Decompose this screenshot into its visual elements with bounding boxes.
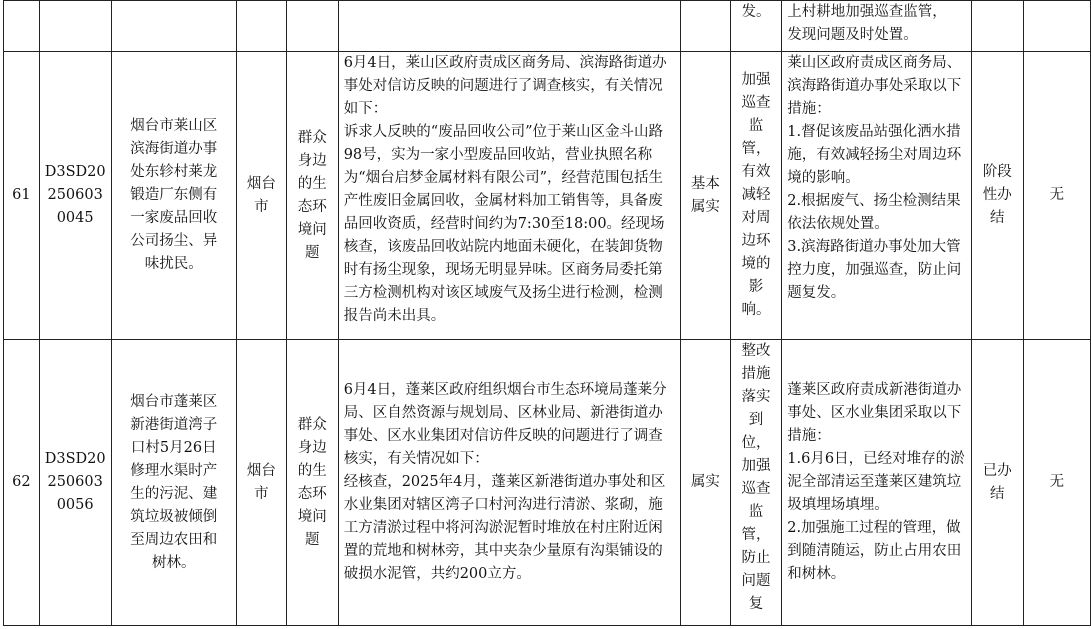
measures-summary-text: 发。 <box>741 4 771 20</box>
problem-type-cell <box>286 340 338 626</box>
city-text: 烟台 市 <box>246 462 276 502</box>
measures-cell <box>782 340 972 626</box>
status-cell <box>971 340 1023 626</box>
problem-text: 烟台市蓬莱区 新港街道湾子 口村5月26日 修理水渠时产 生的污泥、建 筑垃圾被倾倒 至周边农田和 树林。 <box>130 393 218 571</box>
status-cell <box>971 1 1023 52</box>
accountability-cell: 无 <box>1023 52 1090 340</box>
measures-text: 上村耕地加强巡查监管， 发现问题及时处置。 <box>787 4 947 43</box>
case-code-text: D3SD20 250603 0056 <box>44 451 106 513</box>
verdict-cell <box>680 1 730 52</box>
case-code-text: D3SD20 250603 0045 <box>44 164 106 226</box>
city-cell <box>236 1 286 52</box>
measures-summary-cell <box>730 52 782 340</box>
case-code-cell <box>39 1 111 52</box>
verdict-text: 基本 属实 <box>690 175 720 215</box>
case-code-cell <box>39 340 111 626</box>
verdict-cell <box>680 340 730 626</box>
table-row <box>4 340 1091 626</box>
findings-cell <box>338 340 680 626</box>
accountability-cell: 无 <box>1023 340 1090 626</box>
measures-cell <box>782 52 972 340</box>
row-number-cell: 61 <box>4 52 40 340</box>
problem-type-cell <box>286 1 338 52</box>
table-row <box>4 52 1091 340</box>
accountability-cell <box>1023 1 1090 52</box>
findings-text: 6月4日，莱山区政府责成区商务局、滨海路街道办事处对信访反映的问题进行了调查核实，有关情况如下： 诉求人反映的“废品回收公司”位于莱山区金斗山路98号，实为一家小型废品回收站，营业执照名称为“烟台启梦金属材料有限公司”，经营范围包括生产性废旧金属回收，金属材料加工销售等，具备废品回收资质，经营时间约为7:30至18:00。经现场核查，该废品回收站院内地面未硬化，在装卸货物时有扬尘现象，现场无明显异味。区商务局委托第三方检测机构对该区域废气及扬尘进行检测，检测报告尚未出具。 <box>343 55 667 324</box>
findings-cell <box>338 1 680 52</box>
problem-type-text: 群众 身边 的生 态环 境问 题 <box>297 416 327 548</box>
status-text: 已办 结 <box>982 462 1012 502</box>
city-cell <box>236 52 286 340</box>
city-cell <box>236 340 286 626</box>
problem-type-cell <box>286 52 338 340</box>
complaint-table <box>3 0 1091 626</box>
row-number-cell: 62 <box>4 340 40 626</box>
problem-cell <box>111 340 236 626</box>
status-text: 阶段 性办 结 <box>982 164 1012 226</box>
problem-text: 烟台市莱山区 滨海街道办事 处东轸村莱龙 锻造厂东侧有 一家废品回收 公司扬尘、异 味扰民。 <box>130 118 218 272</box>
case-code-cell <box>39 52 111 340</box>
measures-text: 蓬莱区政府责成新港街道办事处、区水业集团采取以下措施： 1.6月6日，已经对堆存的淤泥全部清运至蓬莱区建筑垃圾填埋场填埋。 2.加强施工过程的管理，做到随清随运，防止占用农田和树林。 <box>787 382 965 582</box>
measures-summary-cell <box>730 340 782 626</box>
verdict-text: 属实 <box>690 474 720 490</box>
measures-summary-cell <box>730 1 782 52</box>
problem-cell <box>111 1 236 52</box>
measures-cell <box>782 1 972 52</box>
row-number-cell <box>4 1 40 52</box>
problem-cell <box>111 52 236 340</box>
measures-summary-text: 整改 措施 落实 到 位， 加强 巡查 监 管， 防止 问题 复 <box>741 343 771 612</box>
verdict-cell <box>680 52 730 340</box>
findings-cell <box>338 52 680 340</box>
table-row <box>4 1 1091 52</box>
measures-summary-text: 加强 巡查 监 管， 有效 减轻 对周 边环 境的 影 响。 <box>741 72 771 318</box>
measures-text: 莱山区政府责成区商务局、滨海路街道办事处采取以下措施： 1.督促该废品站强化洒水措施，有效减轻扬尘对周边环境的影响。 2.根据废气、扬尘检测结果依法依规处置。 3.滨海路街道办事处加大管控力度，加强巡查，防止问题复发。 <box>787 55 962 301</box>
status-cell <box>971 52 1023 340</box>
city-text: 烟台 市 <box>246 175 276 215</box>
findings-text: 6月4日，蓬莱区政府组织烟台市生态环境局蓬莱分局、区自然资源与规划局、区林业局、新港街道办事处、区水业集团对信访件反映的问题进行了调查核实，有关情况如下： 经核查，2025年4月，蓬莱区新港街道办事处和区水业集团对辖区湾子口村河沟进行清淤、浆砌，施工方清淤过程中将河沟淤泥暂时堆放在村庄附近闲置的荒地和树林旁，其中夹杂少量原有沟渠铺设的破损水泥管，共约200立方。 <box>343 382 667 582</box>
problem-type-text: 群众 身边 的生 态环 境问 题 <box>297 129 327 261</box>
